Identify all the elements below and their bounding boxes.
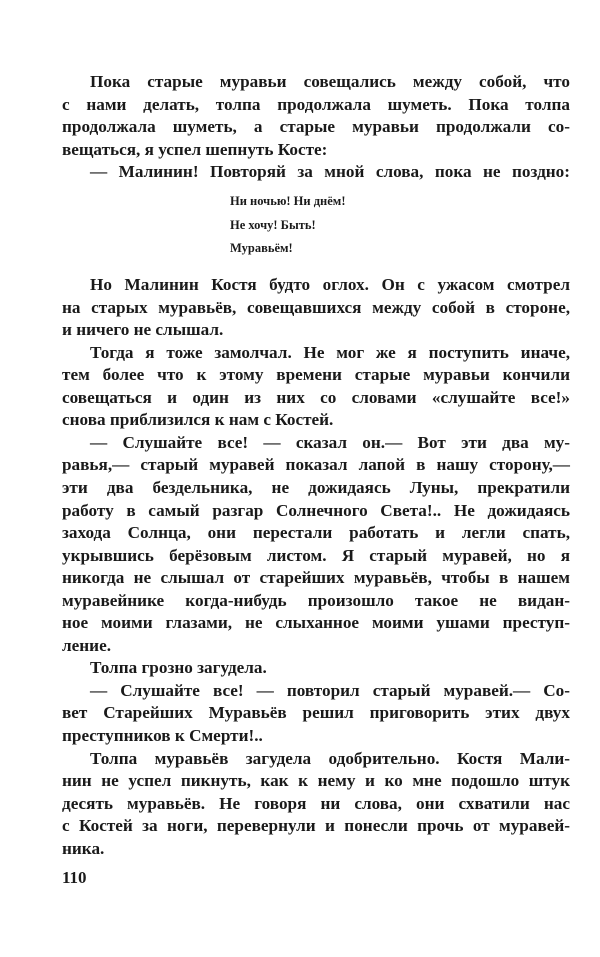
text-line: — Слушайте все! — повторил старый муравей.— Со- — [90, 680, 570, 700]
text-line: Тогда я тоже замолчал. Не мог же я поступить иначе, — [90, 342, 570, 362]
poem-line: Муравьём! — [230, 241, 293, 255]
text-line: совещаться и один из них со словами «слушайте все!» — [62, 387, 570, 407]
text-line: вещаться, я успел шепнуть Косте: — [62, 139, 328, 159]
text-line: с нами делать, толпа продолжала шуметь. Пока толпа — [62, 94, 570, 114]
text-line: работу в самый разгар Солнечного Света!.. Не дожидаясь — [62, 500, 570, 520]
text-line: с Костей за ноги, перевернули и понесли прочь от муравей- — [62, 816, 570, 836]
text-line: равья,— старый муравей показал лапой в нашу сторону,— — [62, 455, 570, 475]
text-line: — Слушайте все! — сказал он.— Вот эти два му- — [90, 432, 570, 452]
poem-line: Ни ночью! Ни днём! — [230, 194, 346, 208]
text-line: ление. — [62, 635, 112, 655]
text-line: десять муравьёв. Не говоря ни слова, они схватили нас — [62, 793, 570, 813]
page-number: 110 — [62, 868, 87, 887]
text-line: укрывшись берёзовым листом. Я старый муравей, но я — [62, 545, 570, 565]
text-line: муравейнике когда-нибудь произошло такое не видан- — [62, 590, 570, 610]
text-line: Пока старые муравьи совещались между собой, что — [90, 72, 570, 91]
text-line: Толпа муравьёв загудела одобрительно. Костя Мали- — [90, 748, 570, 768]
text-line: на старых муравьёв, совещавшихся между собой в стороне, — [62, 297, 570, 317]
text-line: снова приблизился к нам с Костей. — [62, 410, 334, 430]
text-line: — Малинин! Повторяй за мной слова, пока не поздно: — [90, 162, 570, 182]
text-line: захода Солнца, они перестали работать и легли спать, — [62, 523, 570, 543]
text-line: тем более что к этому времени старые муравьи кончили — [62, 365, 570, 385]
text-line: и ничего не слышал. — [62, 320, 224, 340]
text-line: Но Малинин Костя будто оглох. Он с ужасом смотрел — [90, 275, 570, 294]
text-line: продолжала шуметь, а старые муравьи продолжали со- — [62, 117, 570, 137]
poem-line: Не хочу! Быть! — [230, 217, 316, 232]
text-line: вет Старейших Муравьёв решил приговорить этих двух — [62, 703, 570, 723]
text-line: нин не успел пикнуть, как к нему и ко мне подошло штук — [62, 771, 570, 791]
text-line: Толпа грозно загудела. — [90, 658, 267, 678]
text-line: эти два бездельника, не дожидаясь Луны, прекратили — [62, 477, 570, 497]
text-line: ное моими глазами, не слыханное моими ушами преступ- — [62, 613, 570, 633]
text-line: ника. — [62, 838, 105, 858]
text-line: никогда не слышал от старейших муравьёв, чтобы в нашем — [62, 568, 570, 588]
text-line: преступников к Смерти!.. — [62, 726, 263, 745]
